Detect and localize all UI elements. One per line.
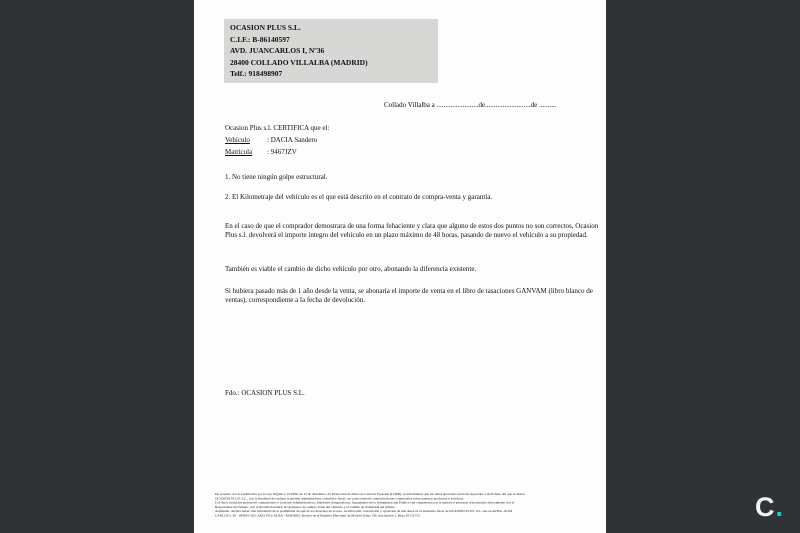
paragraph-exchange: También es viable el cambio de dicho vehículo por otro, abonando la diferencia existente. bbox=[225, 265, 477, 273]
legal-line-2: OCASIÓN PLUS, S.L., con la finalidad de realizar la gestión administrativa, contable y fiscal, así como enviarle comunicaciones comerciales sobre nuestros productos y servicios. bbox=[215, 496, 465, 501]
paragraph-refund: En el caso de que el comprador demostrara de una forma fehaciente y clara que alguno de estos dos puntos no son correctos, Ocasion Plus s.l. devolverá el importe íntegro del vehículo en un plazo máximo de 48 horas, pasando de nuevo el vehículo a su propiedad. bbox=[225, 222, 599, 239]
vehicle-field bbox=[225, 136, 317, 144]
legal-fine-print bbox=[215, 492, 598, 518]
legal-line-6: CARLOS I, 36 - 28400 COLLADO VILLALBA - MADRID. Inscrita en el Registro Mercantil de Madrid Tomo 130, Inscripción 1, Hoja M 511731. bbox=[215, 513, 421, 518]
legal-line-1: De acuerdo con lo establecido por la Ley Orgánica 15/1999, de 13 de diciembre, de Protección de Datos de Carácter Personal (LOPD), le informamos que los datos aportados serán incorporados a un fichero del que es titular bbox=[215, 492, 525, 496]
legal-line-3: Los datos incluidos podrán ser comunicados a Gestores Administrativos, Entidades Aseguradoras, Organismos de la Administración Pública con competencia en la materia y personas relacionadas directamente con el bbox=[215, 500, 515, 505]
plate-field bbox=[225, 148, 297, 156]
signature-line: Fdo.: OCASION PLUS S.L. bbox=[225, 389, 305, 397]
point-1: 1. No tiene ningún golpe estructural. bbox=[225, 173, 328, 181]
vehicle-value: : DACIA Sandero bbox=[267, 136, 318, 144]
paragraph-ganvam: Si hubiera pasado más de 1 año desde la venta, se abonaría el importe de venta en el libro de tasaciones GANVAM (libro blanco de ventas), correspondiente a la fecha de devolución. bbox=[225, 287, 593, 304]
certificate-document bbox=[194, 0, 606, 533]
certify-intro: Ocasion Plus s.l. CERTIFICA que el: bbox=[225, 124, 330, 132]
letterhead-company-name: OCASION PLUS S.L. bbox=[230, 23, 301, 32]
watermark-dot: . bbox=[775, 492, 784, 522]
letterhead-phone: Telf.: 918498907 bbox=[230, 69, 283, 78]
letterhead-address: AVD. JUANCARLOS I, Nº36 bbox=[230, 46, 325, 55]
letterhead-city: 28400 COLLADO VILLALBA (MADRID) bbox=[230, 57, 368, 67]
watermark-letter: C bbox=[754, 492, 776, 522]
plate-value: : 9467JZV bbox=[267, 148, 297, 156]
coches-watermark-logo bbox=[755, 492, 784, 523]
legal-line-4: Responsable del fichero, con la finalidad realizar las gestiones de compra venta del vehículo y el cambio de titularidad del mismo. bbox=[215, 505, 396, 509]
point-2: 2. El Kilometraje del vehículo es el que está descrito en el contrato de compra-venta y garantía. bbox=[225, 193, 493, 201]
dateline: Collado Villalba a ........................de..........................de .......... bbox=[384, 101, 557, 109]
letterhead-cif: C.I.F.: B-86140597 bbox=[230, 34, 290, 44]
legal-line-5: Asimismo, declara haber sido informado de la posibilidad de ejercer los derechos de acceso, rectificación, cancelación y oposición de mis datos en el domicilio fiscal de OCASIÓN PLUS, S.L. sito en AVDA. JUAN bbox=[215, 509, 513, 514]
letterhead-block bbox=[224, 19, 438, 83]
plate-label: Matrícula bbox=[225, 148, 253, 156]
vehicle-label: Vehículo bbox=[225, 136, 250, 144]
